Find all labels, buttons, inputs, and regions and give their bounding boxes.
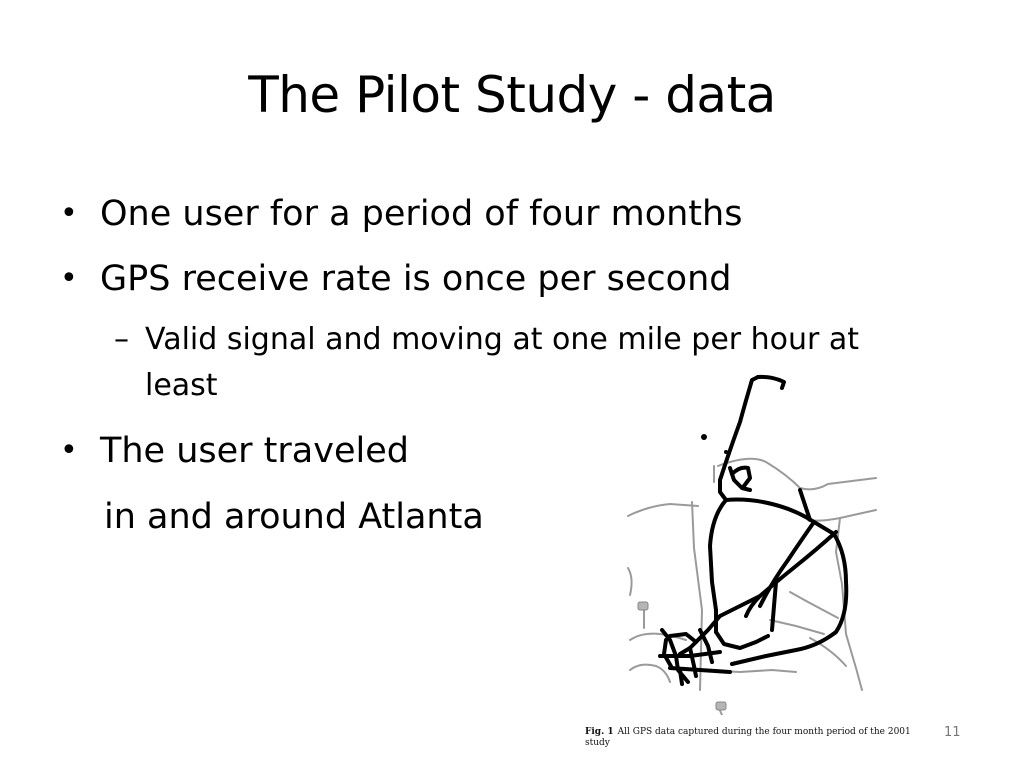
bullet-2-text: GPS receive rate is once per second xyxy=(100,259,732,299)
page-number: 11 xyxy=(944,725,961,740)
bullet-dot-icon: • xyxy=(60,433,78,468)
slide-title: The Pilot Study - data xyxy=(248,66,776,124)
bullet-dot-icon: • xyxy=(60,196,78,231)
figure-caption-text: All GPS data captured during the four month period of the 2001 study xyxy=(585,727,911,748)
sub-bullet-dash: – xyxy=(114,322,129,357)
gps-point-marker xyxy=(701,434,707,440)
gps-track-map xyxy=(600,370,880,715)
bullet-dot-icon: • xyxy=(60,261,78,296)
bullet-3-text: The user traveled xyxy=(100,431,409,471)
gps-tracks xyxy=(660,377,846,684)
figure-caption xyxy=(585,727,925,749)
bullet-1-text: One user for a period of four months xyxy=(100,194,743,234)
gps-point-marker xyxy=(724,450,728,454)
figure-caption-label: Fig. 1 xyxy=(585,727,614,737)
sub-bullet-line-2: least xyxy=(145,368,218,403)
sub-bullet-line-1: Valid signal and moving at one mile per hour at xyxy=(145,322,860,357)
road-network xyxy=(628,459,876,715)
bullet-3-continuation: in and around Atlanta xyxy=(104,497,484,537)
